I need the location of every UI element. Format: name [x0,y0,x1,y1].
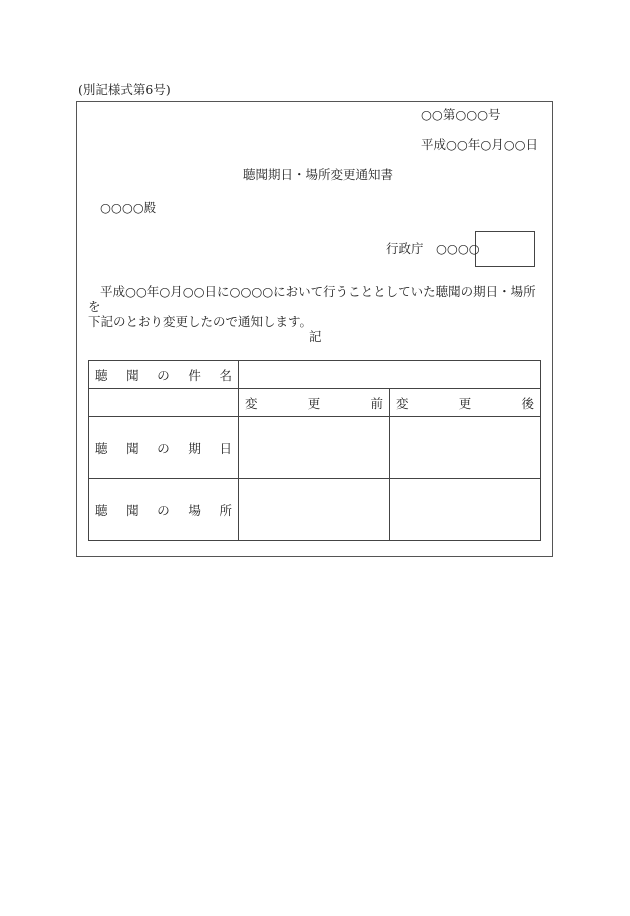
date-before-cell [239,417,390,479]
blank-cell [89,389,239,417]
date-after-cell [390,417,541,479]
body-line-1: 平成○○年○月○○日に○○○○において行うこととしていた聴聞の期日・場所を [88,284,536,314]
ki-heading: 記 [309,329,322,344]
date-label: 聴 聞 の 期 日 [89,417,239,479]
body-paragraph [88,284,543,329]
body-line-2: 下記のとおり変更したので通知します。 [88,314,313,329]
after-header: 変 更 後 [390,389,541,417]
issuer: 行政庁 ○○○○ [386,241,480,256]
place-label: 聴 聞 の 場 所 [89,479,239,541]
table-row [89,417,541,479]
case-name-label: 聴 聞 の 件 名 [89,361,239,389]
table-row [89,479,541,541]
table-row [89,389,541,417]
place-before-cell [239,479,390,541]
document-date: 平成○○年○月○○日 [421,137,539,152]
place-after-cell [390,479,541,541]
table-row [89,361,541,389]
form-label: (別記様式第6号) [78,82,171,97]
addressee: ○○○○殿 [100,200,157,215]
document-title: 聴聞期日・場所変更通知書 [243,167,394,182]
change-table [88,360,541,541]
document-number: ○○第○○○号 [421,107,501,122]
before-header: 変 更 前 [239,389,390,417]
case-name-value [239,361,541,389]
seal-box [475,231,535,267]
